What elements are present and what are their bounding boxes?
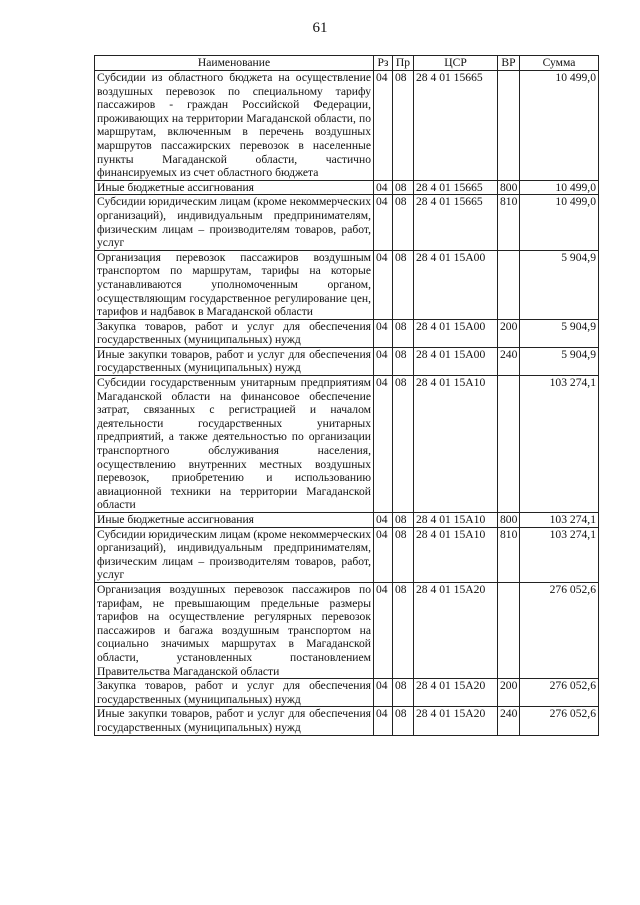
- cell-sum: 10 499,0: [520, 195, 599, 250]
- cell-rz: 04: [374, 319, 393, 347]
- cell-rz: 04: [374, 376, 393, 513]
- cell-name: Закупка товаров, работ и услуг для обеспечения государственных (муниципальных) нужд: [95, 679, 374, 707]
- cell-name: Организация перевозок пассажиров воздушным транспортом по маршрутам, тарифы на которые устанавливаются уполномоченным органом, осуществляющим государственное регулирование цен, тарифов и надбавок в Магаданской области: [95, 250, 374, 319]
- table-row: [95, 71, 599, 181]
- header-csr: ЦСР: [414, 56, 498, 71]
- cell-csr: 28 4 01 15А20: [414, 582, 498, 678]
- table-row: [95, 195, 599, 250]
- table-row: [95, 707, 599, 735]
- cell-csr: 28 4 01 15А20: [414, 679, 498, 707]
- cell-vr: 800: [498, 180, 520, 195]
- cell-pr: 08: [393, 195, 414, 250]
- cell-name: Иные бюджетные ассигнования: [95, 180, 374, 195]
- cell-vr: 240: [498, 347, 520, 375]
- cell-sum: 10 499,0: [520, 180, 599, 195]
- table-row: [95, 679, 599, 707]
- cell-rz: 04: [374, 195, 393, 250]
- cell-name: Иные закупки товаров, работ и услуг для обеспечения государственных (муниципальных) нужд: [95, 347, 374, 375]
- cell-vr: 200: [498, 319, 520, 347]
- cell-csr: 28 4 01 15А00: [414, 319, 498, 347]
- cell-vr: [498, 376, 520, 513]
- cell-sum: 103 274,1: [520, 513, 599, 528]
- cell-csr: 28 4 01 15А10: [414, 513, 498, 528]
- table-row: [95, 319, 599, 347]
- cell-vr: [498, 71, 520, 181]
- cell-sum: 5 904,9: [520, 250, 599, 319]
- header-name: Наименование: [95, 56, 374, 71]
- cell-name: Субсидии юридическим лицам (кроме некоммерческих организаций), индивидуальным предпринимателям, физическим лицам – производителям товаров, работ, услуг: [95, 195, 374, 250]
- cell-vr: 240: [498, 707, 520, 735]
- cell-csr: 28 4 01 15665: [414, 195, 498, 250]
- cell-name: Иные бюджетные ассигнования: [95, 513, 374, 528]
- cell-rz: 04: [374, 347, 393, 375]
- cell-pr: 08: [393, 180, 414, 195]
- cell-name: Субсидии из областного бюджета на осуществление воздушных перевозок по специальному тарифу пассажиров - граждан Российской Федерации, проживающих на территории Магаданской области, по маршрутам, включенным в перечень воздушных маршрутов пассажирских перевозок в населенные пункты Магаданской области, частично финансируемых из счет областного бюджета: [95, 71, 374, 181]
- cell-pr: 08: [393, 707, 414, 735]
- cell-sum: 276 052,6: [520, 582, 599, 678]
- cell-rz: 04: [374, 679, 393, 707]
- table-header-row: [95, 56, 599, 71]
- cell-sum: 5 904,9: [520, 347, 599, 375]
- cell-sum: 276 052,6: [520, 679, 599, 707]
- page-number: 61: [312, 20, 328, 36]
- cell-csr: 28 4 01 15А00: [414, 347, 498, 375]
- table-row: [95, 250, 599, 319]
- budget-table: [94, 55, 599, 736]
- cell-rz: 04: [374, 250, 393, 319]
- cell-rz: 04: [374, 513, 393, 528]
- table-row: [95, 180, 599, 195]
- cell-vr: [498, 582, 520, 678]
- table-row: [95, 582, 599, 678]
- header-sum: Сумма: [520, 56, 599, 71]
- cell-csr: 28 4 01 15А20: [414, 707, 498, 735]
- cell-sum: 276 052,6: [520, 707, 599, 735]
- cell-csr: 28 4 01 15А10: [414, 376, 498, 513]
- header-rz: Рз: [374, 56, 393, 71]
- header-pr: Пр: [393, 56, 414, 71]
- cell-csr: 28 4 01 15А10: [414, 527, 498, 582]
- cell-pr: 08: [393, 250, 414, 319]
- cell-pr: 08: [393, 513, 414, 528]
- cell-vr: 800: [498, 513, 520, 528]
- cell-name: Организация воздушных перевозок пассажиров по тарифам, не превышающим предельные размеры тарифов на осуществление регулярных перевозок пассажиров и багажа воздушным транспортом на социально значимых маршрутах в Магаданской области, установленных постановлением Правительства Магаданской области: [95, 582, 374, 678]
- table-row: [95, 513, 599, 528]
- cell-csr: 28 4 01 15А00: [414, 250, 498, 319]
- cell-sum: 10 499,0: [520, 71, 599, 181]
- cell-pr: 08: [393, 319, 414, 347]
- cell-vr: 810: [498, 195, 520, 250]
- cell-name: Закупка товаров, работ и услуг для обеспечения государственных (муниципальных) нужд: [95, 319, 374, 347]
- cell-vr: 200: [498, 679, 520, 707]
- cell-csr: 28 4 01 15665: [414, 71, 498, 181]
- cell-pr: 08: [393, 527, 414, 582]
- table-row: [95, 347, 599, 375]
- cell-rz: 04: [374, 180, 393, 195]
- cell-sum: 103 274,1: [520, 376, 599, 513]
- cell-name: Субсидии государственным унитарным предприятиям Магаданской области на финансовое обеспечение затрат, связанных с регистрацией и началом деятельности государственных унитарных предприятий, а также деятельностью по организации транспортного обслуживания населения, осуществлению внутренних местных воздушных перевозок, приобретению и использованию авиационной техники на территории Магаданской области: [95, 376, 374, 513]
- cell-pr: 08: [393, 347, 414, 375]
- cell-pr: 08: [393, 679, 414, 707]
- cell-vr: [498, 250, 520, 319]
- cell-name: Субсидии юридическим лицам (кроме некоммерческих организаций), индивидуальным предпринимателям, физическим лицам – производителям товаров, работ, услуг: [95, 527, 374, 582]
- cell-pr: 08: [393, 376, 414, 513]
- cell-pr: 08: [393, 71, 414, 181]
- cell-vr: 810: [498, 527, 520, 582]
- cell-rz: 04: [374, 707, 393, 735]
- table-row: [95, 527, 599, 582]
- cell-sum: 103 274,1: [520, 527, 599, 582]
- cell-rz: 04: [374, 582, 393, 678]
- cell-rz: 04: [374, 71, 393, 181]
- cell-sum: 5 904,9: [520, 319, 599, 347]
- cell-csr: 28 4 01 15665: [414, 180, 498, 195]
- header-vr: ВР: [498, 56, 520, 71]
- cell-pr: 08: [393, 582, 414, 678]
- table-body: [95, 71, 599, 736]
- cell-rz: 04: [374, 527, 393, 582]
- cell-name: Иные закупки товаров, работ и услуг для обеспечения государственных (муниципальных) нужд: [95, 707, 374, 735]
- table-row: [95, 376, 599, 513]
